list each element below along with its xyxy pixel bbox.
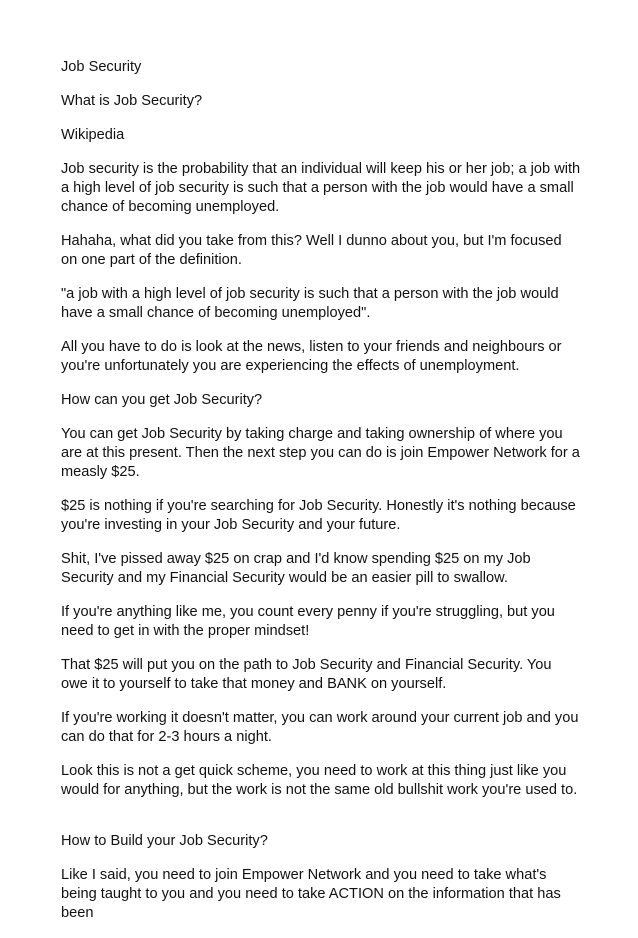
paragraph: Like I said, you need to join Empower Network and you need to take what's being taught to you and you need to take ACTION on the information that has been — [61, 867, 561, 921]
section-heading: How to Build your Job Security? — [61, 833, 268, 849]
quote-paragraph: "a job with a high level of job security is such that a person with the job would have a small chance of becoming unemployed". — [61, 286, 559, 321]
paragraph: Shit, I've pissed away $25 on crap and I'd know spending $25 on my Job Security and my Financial Security would be an easier pill to swallow. — [61, 551, 531, 586]
paragraph: Hahaha, what did you take from this? Well I dunno about you, but I'm focused on one part of the definition. — [61, 233, 562, 268]
document-page — [61, 58, 581, 938]
paragraph: Look this is not a get quick scheme, you need to work at this thing just like you would for anything, but the work is not the same old bullshit work you're used to. — [61, 763, 578, 798]
paragraph: $25 is nothing if you're searching for Job Security. Honestly it's nothing because you're investing in your Job Security and your future. — [61, 498, 576, 533]
paragraph: You can get Job Security by taking charge and taking ownership of where you are at this present. Then the next step you can do is join Empower Network for a measly $25. — [61, 426, 580, 480]
paragraph: If you're working it doesn't matter, you can work around your current job and you can do that for 2-3 hours a night. — [61, 710, 579, 745]
document-title: Job Security — [61, 59, 142, 75]
paragraph: If you're anything like me, you count every penny if you're struggling, but you need to get in with the proper mindset! — [61, 604, 555, 639]
section-heading: What is Job Security? — [61, 93, 203, 109]
section-heading: How can you get Job Security? — [61, 392, 263, 408]
paragraph: That $25 will put you on the path to Job Security and Financial Security. You owe it to yourself to take that money and BANK on yourself. — [61, 657, 552, 692]
source-label: Wikipedia — [61, 127, 125, 143]
paragraph: All you have to do is look at the news, listen to your friends and neighbours or you're unfortunately you are experiencing the effects of unemployment. — [61, 339, 562, 374]
paragraph: Job security is the probability that an individual will keep his or her job; a job with a high level of job security is such that a person with the job would have a small chance of becoming unemployed. — [61, 161, 581, 215]
